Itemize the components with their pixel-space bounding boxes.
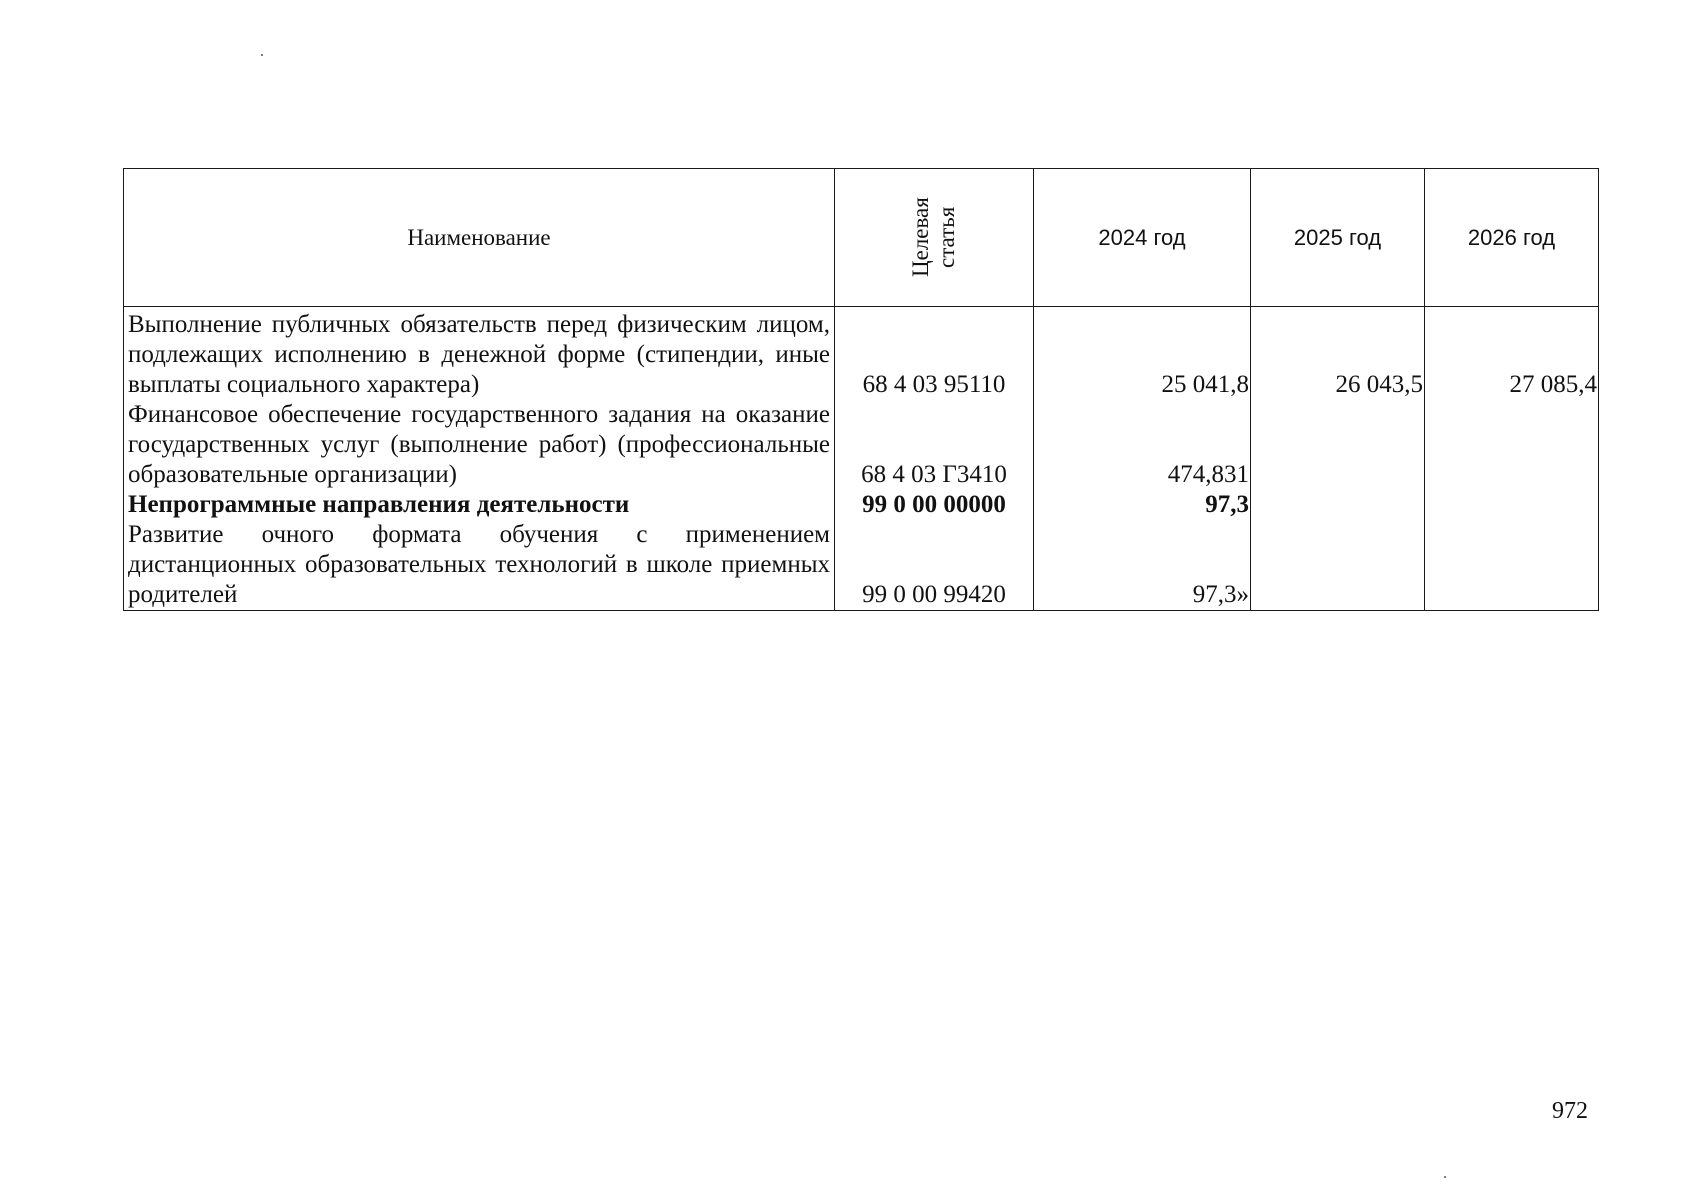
header-year-2026: 2026 год bbox=[1425, 169, 1599, 307]
row-name: Развитие очного формата обучения с применением дистанционных образовательных технологий в школе приемных родителей bbox=[124, 520, 835, 611]
header-year-2024: 2024 год bbox=[1034, 169, 1251, 307]
row-value-2026: 27 085,4 bbox=[1425, 307, 1599, 401]
row-value-2026 bbox=[1425, 400, 1599, 490]
row-code: 99 0 00 99420 bbox=[835, 520, 1034, 611]
table-row bbox=[124, 520, 1599, 611]
row-value-2024: 97,3» bbox=[1034, 520, 1251, 611]
table-row bbox=[124, 400, 1599, 490]
row-value-2024: 25 041,8 bbox=[1034, 307, 1251, 401]
row-code: 68 4 03 Г3410 bbox=[835, 400, 1034, 490]
header-year-2025: 2025 год bbox=[1251, 169, 1425, 307]
row-value-2025 bbox=[1251, 490, 1425, 520]
row-value-2025: 26 043,5 bbox=[1251, 307, 1425, 401]
row-value-2026 bbox=[1425, 520, 1599, 611]
header-name: Наименование bbox=[124, 169, 835, 307]
row-value-2024: 97,3 bbox=[1034, 490, 1251, 520]
scan-speck bbox=[261, 54, 263, 56]
row-value-2026 bbox=[1425, 490, 1599, 520]
row-code: 99 0 00 00000 bbox=[835, 490, 1034, 520]
appropriations-table bbox=[123, 168, 1599, 611]
table-row-section bbox=[124, 490, 1599, 520]
page-number: 972 bbox=[1552, 1098, 1588, 1124]
row-name: Выполнение публичных обязательств перед физическим лицом, подлежащих исполнению в денежной форме (стипендии, иные выплаты социального характера) bbox=[124, 307, 835, 401]
row-value-2024: 474,831 bbox=[1034, 400, 1251, 490]
row-value-2025 bbox=[1251, 520, 1425, 611]
row-name: Непрограммные направления деятельности bbox=[124, 490, 835, 520]
row-code: 68 4 03 95110 bbox=[835, 307, 1034, 401]
row-name: Финансовое обеспечение государственного задания на оказание государственных услуг (выполнение работ) (профессиональные образовательные организации) bbox=[124, 400, 835, 490]
table-header-row bbox=[124, 169, 1599, 307]
scan-speck bbox=[1444, 1176, 1446, 1178]
table-row bbox=[124, 307, 1599, 401]
header-target-article bbox=[835, 169, 1034, 307]
header-target-article-label: Целевая статья bbox=[908, 197, 959, 278]
row-value-2025 bbox=[1251, 400, 1425, 490]
